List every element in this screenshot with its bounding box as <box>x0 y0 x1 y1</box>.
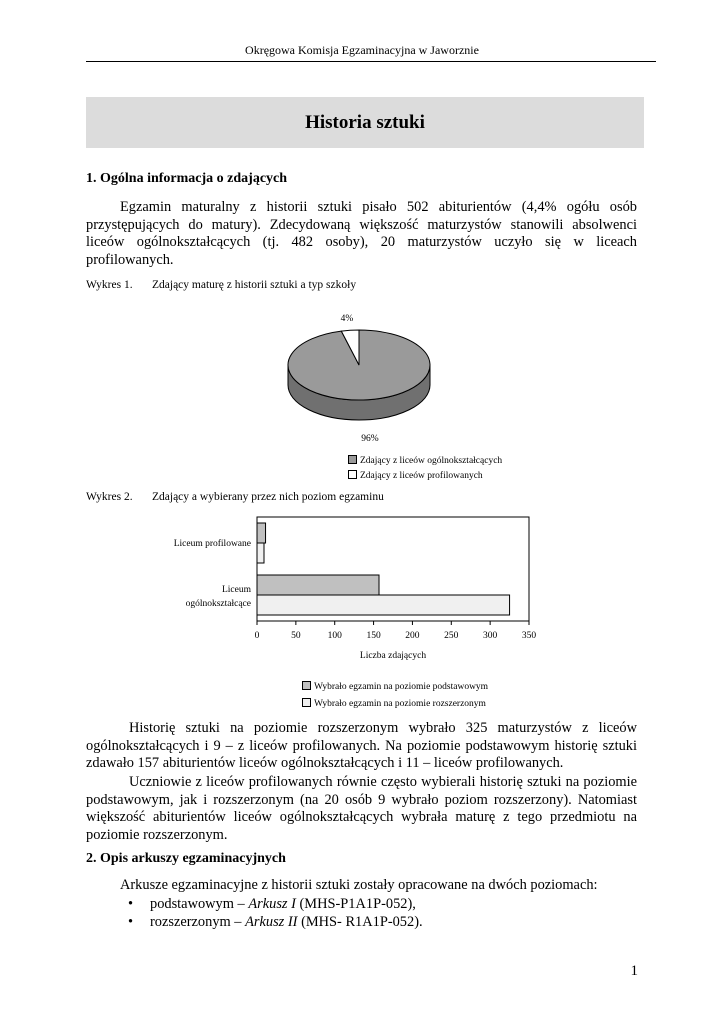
level-item-extended-code: (MHS- R1A1P-052). <box>297 914 423 930</box>
level-list <box>120 895 423 931</box>
bullet-icon: • <box>128 896 134 912</box>
bar-extended-0 <box>257 543 264 563</box>
legend-label-basic: Wybrało egzamin na poziomie podstawowym <box>314 682 489 692</box>
x-tick-label: 350 <box>521 631 537 641</box>
legend-swatch-extended <box>302 698 311 707</box>
bar-category-line: Liceum profilowane <box>173 539 251 549</box>
paragraph-2-text: Historię sztuki na poziomie rozszerzonym wybrało 325 maturzystów z liceów ogólnokształcących i 9 – z liceów profilowanych. Na poziomie podstawowym historię sztuki zdawało 157 abiturientów liceów ogólnokształcących i 11 – liceów profilowanych. <box>86 720 637 772</box>
level-item-extended <box>120 913 423 931</box>
x-axis-label: Liczba zdających <box>359 651 427 661</box>
pie-slices <box>288 330 430 420</box>
paragraph-2 <box>86 720 637 773</box>
chart-1-caption-label: Wykres 1. <box>86 279 133 291</box>
legend-item-lo <box>348 454 502 469</box>
page-number: 1 <box>630 963 638 979</box>
pie-label-lo: 96% <box>361 434 379 444</box>
section-2-heading: 2. Opis arkuszy egzaminacyjnych <box>86 851 286 866</box>
section-1-paragraph <box>86 199 637 269</box>
chart-1-legend <box>348 454 502 484</box>
page-header: Okręgowa Komisja Egzaminacyjna w Jaworznie <box>245 43 479 57</box>
page-title: Historia sztuki <box>305 112 425 133</box>
bar-basic-1 <box>257 575 379 595</box>
x-tick-label: 300 <box>483 631 498 641</box>
x-tick-label: 250 <box>444 631 459 641</box>
legend-swatch-lp <box>348 470 357 479</box>
bar-category-line: ogólnokształcące <box>185 599 251 609</box>
chart-2-legend <box>302 679 488 713</box>
legend-swatch-basic <box>302 681 311 690</box>
x-tick-label: 0 <box>254 631 260 641</box>
bullet-icon: • <box>128 914 134 930</box>
legend-item-extended <box>302 696 488 713</box>
legend-label-lp: Zdający z liceów profilowanych <box>360 471 483 481</box>
level-item-basic-sheet: Arkusz I <box>248 896 296 912</box>
chart-1-caption <box>86 279 356 291</box>
level-item-extended-pre: rozszerzonym – <box>150 914 246 930</box>
bar-category-line: Liceum <box>221 585 251 595</box>
level-item-basic <box>120 895 423 913</box>
bar-chart <box>150 512 570 662</box>
x-tick-label: 50 <box>291 631 301 641</box>
section-1-paragraph-text: Egzamin maturalny z historii sztuki pisało 502 abiturientów (4,4% ogółu osób przystępujących do matury). Zdecydowaną większość maturzystów stanowili absolwenci liceów ogólnokształcących (tj. 482 osoby), 20 maturzystów uczyło się w liceach profilowanych. <box>86 199 637 268</box>
bar-category-label-0 <box>174 538 251 549</box>
paragraph-3 <box>86 774 637 844</box>
chart-1-caption-text: Zdający maturę z historii sztuki a typ szkoły <box>152 279 357 291</box>
level-item-basic-pre: podstawowym – <box>150 896 249 912</box>
header-rule <box>86 61 656 62</box>
bar-chart-plot <box>174 517 537 661</box>
level-item-extended-sheet: Arkusz II <box>245 914 298 930</box>
x-tick-label: 150 <box>366 631 381 641</box>
pie-chart <box>270 300 470 450</box>
legend-item-basic <box>302 679 488 696</box>
x-tick-label: 100 <box>327 631 342 641</box>
title-box <box>86 97 644 148</box>
legend-label-extended: Wybrało egzamin na poziomie rozszerzonym <box>314 699 486 709</box>
pie-label-lp: 4% <box>340 314 354 324</box>
legend-label-lo: Zdający z liceów ogólnokształcących <box>360 456 503 466</box>
legend-item-lp <box>348 469 502 484</box>
chart-2-caption-label: Wykres 2. <box>86 491 133 503</box>
level-item-basic-code: (MHS-P1A1P-052), <box>295 896 416 912</box>
bar-extended-1 <box>257 595 510 615</box>
paragraph-3-text: Uczniowie z liceów profilowanych równie często wybierali historię sztuki na poziomie podstawowym, jak i rozszerzonym (na 20 osób 9 wybrało poziom rozszerzony). Natomiast większość abiturientów liceów ogólnokształcących wybrała maturę z tego przedmiotu na poziomie rozszerzonym. <box>86 774 637 843</box>
legend-swatch-lo <box>348 455 357 464</box>
bar-category-label-1 <box>186 585 252 609</box>
section-2-intro: Arkusze egzaminacyjne z historii sztuki zostały opracowane na dwóch poziomach: <box>120 877 598 893</box>
chart-2-caption-text: Zdający a wybierany przez nich poziom egzaminu <box>152 491 384 503</box>
chart-2-caption <box>86 491 384 503</box>
bar-basic-0 <box>257 523 266 543</box>
section-1-heading: 1. Ogólna informacja o zdających <box>86 171 288 186</box>
x-tick-label: 200 <box>405 631 420 641</box>
